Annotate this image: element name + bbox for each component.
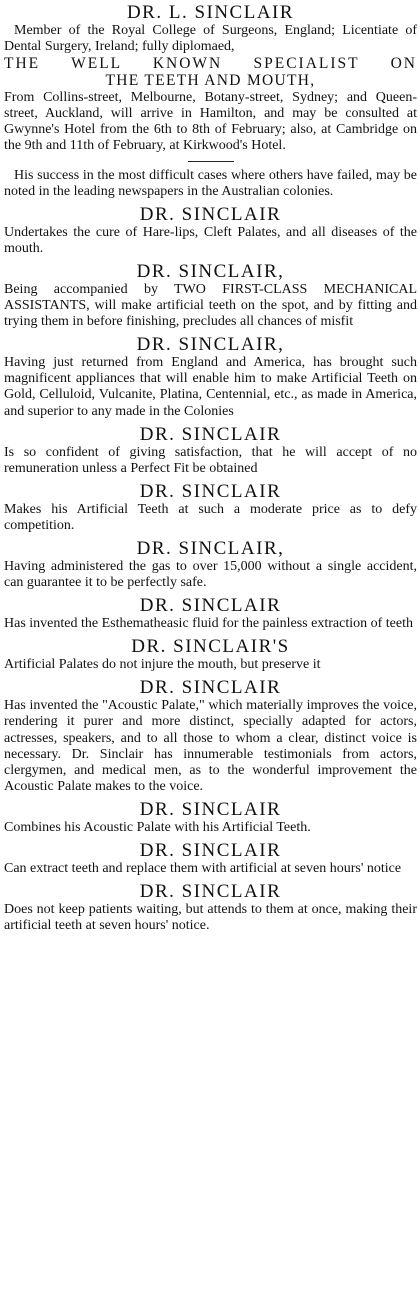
- section-text: Can extract teeth and replace them with artificial at seven hours' notice: [4, 861, 402, 876]
- section-heading: DR. SINCLAIR: [139, 798, 282, 820]
- section-text: Having just returned from England and America, has brought such magnificent appliances that will enable him to make Artificial Teeth on Gold, Celluloid, Vulcanite, Platina, Centennial, etc., as made in America, and superior to any made in the Colonies: [4, 355, 417, 419]
- credentials-text: Member of the Royal College of Surgeons, England; Licentiate of Dental Surgery, Ireland; fully diplomaed,: [4, 23, 417, 55]
- section-text: Is so confident of giving satisfaction, that he will accept of no remuneration unless a Perfect Fit be obtained: [4, 444, 417, 476]
- section-text: Being accompanied by TWO FIRST-CLASS MECHANICAL ASSISTANTS, will make artificial teeth on the spot, and by fitting and trying them in before finishing, precludes all chances of misfit: [4, 281, 417, 330]
- section-text: Has invented the Esthematheasic fluid for the painless extraction of teeth: [4, 616, 413, 632]
- section-heading: DR. SINCLAIR,: [136, 334, 285, 356]
- section-heading: DR. SINCLAIR: [139, 595, 282, 617]
- section-text: Having administered the gas to over 15,000 without a single accident, can guarantee it to be perfectly safe.: [4, 558, 417, 591]
- headline-teeth-mouth: THE TEETH AND MOUTH,: [105, 72, 316, 90]
- section-heading: DR. SINCLAIR: [139, 677, 282, 699]
- section-heading: DR. SINCLAIR'S: [131, 636, 290, 658]
- success-text: His success in the most difficult cases where others have failed, may be noted in the leading newspapers in the Australian colonies.: [4, 167, 417, 199]
- section-heading: DR. SINCLAIR,: [136, 260, 285, 282]
- section-heading: DR. SINCLAIR: [139, 480, 282, 502]
- section-heading: DR. SINCLAIR: [139, 840, 282, 861]
- section-text: Has invented the "Acoustic Palate," which materially improves the voice, rendering it purer and more distinct, specially adapted for actors, actresses, speakers, and to all those to whom a clear, distinct voice is necessary. Dr. Sinclair has innumerable testimonials from actors, clergymen, and medical men, as to the wonderful improvement the Acoustic Palate makes to the voice.: [4, 698, 417, 794]
- section-heading: DR. SINCLAIR,: [136, 537, 285, 559]
- section-divider: [188, 161, 234, 162]
- section-text: Does not keep patients waiting, but attends to them at once, making their artificial teeth at seven hours' notice.: [4, 902, 417, 934]
- section-text: Artificial Palates do not injure the mouth, but preserve it: [4, 657, 321, 673]
- section-text: Combines his Acoustic Palate with his Artificial Teeth.: [4, 819, 311, 835]
- section-text: Makes his Artificial Teeth at such a moderate price as to defy competition.: [4, 501, 417, 533]
- intro-details: From Collins-street, Melbourne, Botany-street, Sydney; and Queen-street, Auckland, will arrive in Hamilton, and may be consulted at Gwynne's Hotel from the 6th to 8th of February; also, at Cambridge on the 9th and 11th of February, at Kirkwood's Hotel.: [4, 90, 417, 154]
- section-text: Undertakes the cure of Hare-lips, Cleft Palates, and all diseases of the mouth.: [4, 224, 417, 256]
- ad-title: DR. L. SINCLAIR: [126, 2, 295, 23]
- section-heading: DR. SINCLAIR: [139, 203, 282, 225]
- section-heading: DR. SINCLAIR: [139, 881, 282, 903]
- sections-list: [4, 204, 417, 935]
- headline-specialist: THE WELL KNOWN SPECIALIST ON: [4, 55, 417, 73]
- section-heading: DR. SINCLAIR: [139, 423, 282, 445]
